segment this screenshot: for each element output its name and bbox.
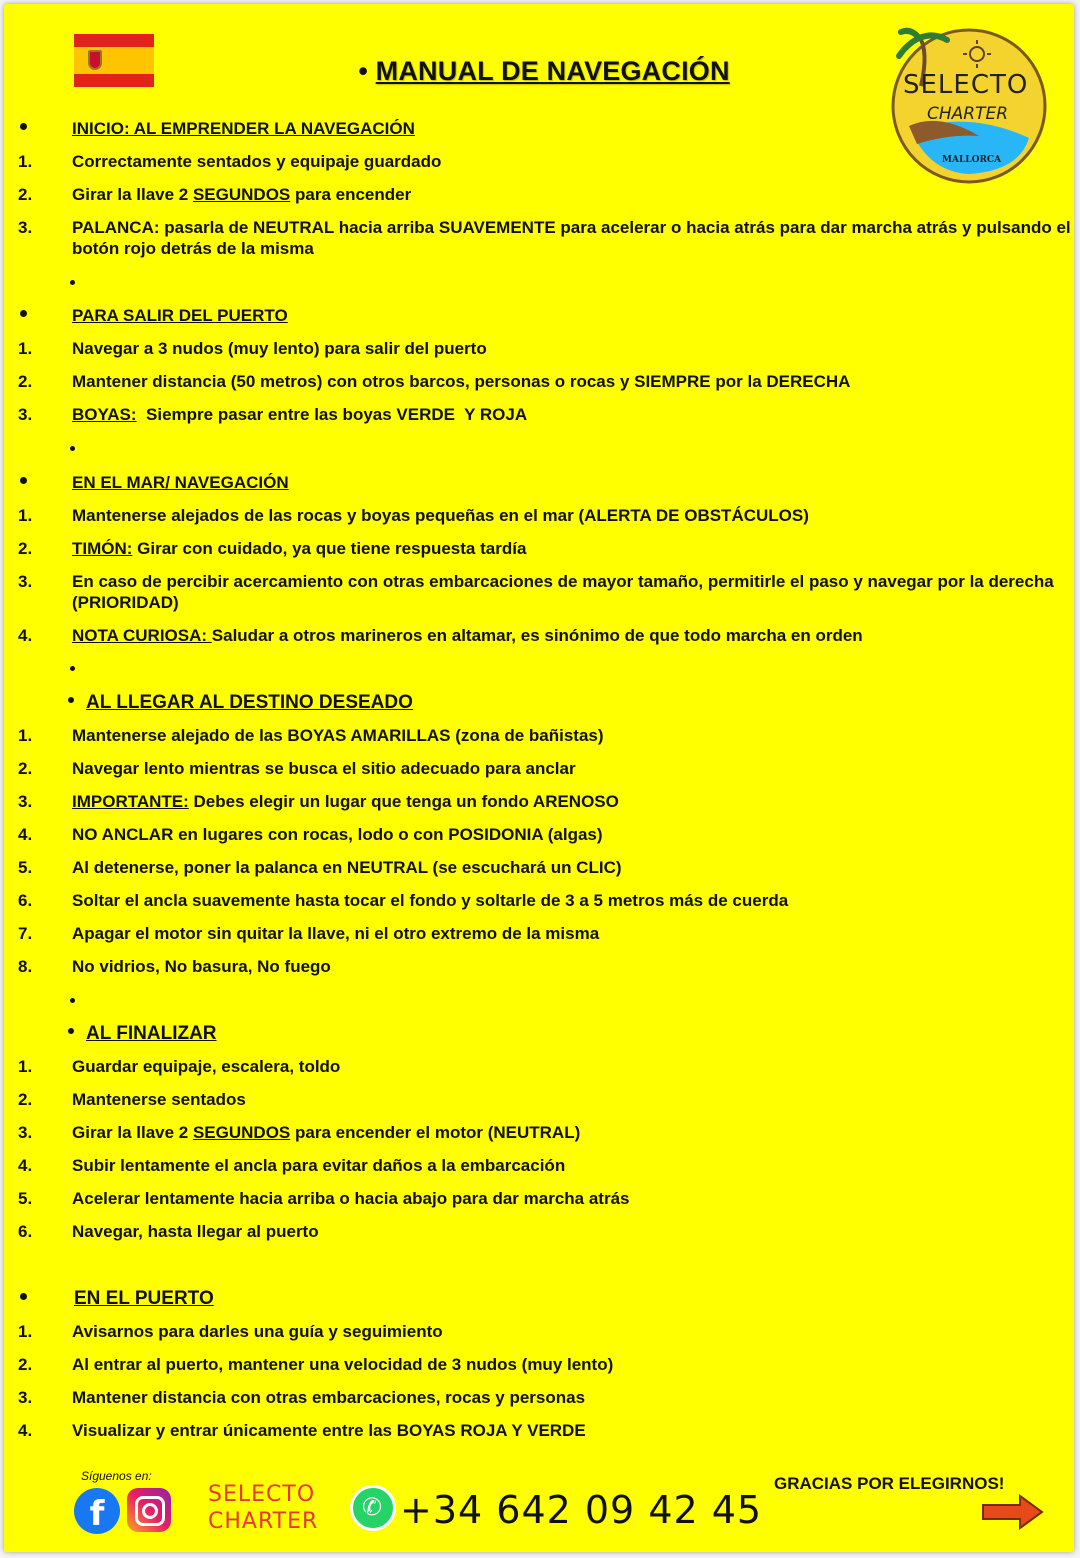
list-item: NO ANCLAR en lugares con rocas, lodo o con POSIDONIA (algas) [72, 825, 603, 844]
empty-bullet [70, 666, 78, 674]
list-item: Subir lentamente el ancla para evitar daños a la embarcación [72, 1156, 566, 1175]
item-number: 4. [18, 1156, 33, 1175]
item-number: 6. [18, 891, 33, 910]
section-bullet [18, 305, 32, 319]
arrow-right-icon [982, 1494, 1044, 1530]
list-item: Avisarnos para darles una guía y seguimiento [72, 1322, 443, 1341]
list-item: Girar la llave 2 SEGUNDOS para encender el motor (NEUTRAL) [72, 1123, 581, 1142]
item-number: 3. [18, 1388, 33, 1407]
list-item: Navegar lento mientras se busca el sitio adecuado para anclar [72, 759, 576, 778]
follow-us-label: Síguenos en: [81, 1469, 152, 1483]
list-item: Al entrar al puerto, mantener una velocidad de 3 nudos (muy lento) [72, 1355, 614, 1374]
section-heading: AL FINALIZAR [68, 1023, 217, 1044]
list-item: NOTA CURIOSA: Saludar a otros marineros en altamar, es sinónimo de que todo marcha en orden [72, 626, 863, 645]
section-heading: AL LLEGAR AL DESTINO DESEADO [68, 692, 413, 713]
list-item: IMPORTANTE: Debes elegir un lugar que tenga un fondo ARENOSO [72, 792, 619, 811]
list-item: Navegar, hasta llegar al puerto [72, 1222, 319, 1241]
item-number: 1. [18, 1322, 33, 1341]
item-number: 2. [18, 1090, 33, 1109]
item-number: 4. [18, 825, 33, 844]
item-number: 3. [18, 218, 33, 237]
list-item: Mantenerse sentados [72, 1090, 246, 1109]
empty-bullet [70, 446, 78, 454]
instagram-icon[interactable] [127, 1488, 171, 1532]
item-number: 1. [18, 726, 33, 745]
list-item: No vidrios, No basura, No fuego [72, 957, 331, 976]
item-number: 1. [18, 339, 33, 358]
section-heading: EN EL PUERTO [74, 1288, 214, 1309]
section-heading: PARA SALIR DEL PUERTO [72, 306, 288, 325]
item-number: 2. [18, 1355, 33, 1374]
item-number: 3. [18, 572, 33, 591]
item-number: 7. [18, 924, 33, 943]
list-item: Mantenerse alejados de las rocas y boyas pequeñas en el mar (ALERTA DE OBSTÁCULOS) [72, 506, 809, 525]
list-item: Navegar a 3 nudos (muy lento) para salir del puerto [72, 339, 487, 358]
item-number: 2. [18, 372, 33, 391]
list-item: Visualizar y entrar únicamente entre las BOYAS ROJA Y VERDE [72, 1421, 586, 1440]
list-item: Mantener distancia con otras embarcaciones, rocas y personas [72, 1388, 586, 1407]
section-bullet [18, 118, 32, 132]
list-item: Al detenerse, poner la palanca en NEUTRAL (se escuchará un CLIC) [72, 858, 622, 877]
list-item: En caso de percibir acercamiento con otras embarcaciones de mayor tamaño, permitirle el paso y navegar por la derecha (PRIORIDAD) [72, 572, 1054, 612]
list-item: Correctamente sentados y equipaje guardado [72, 152, 442, 171]
list-item: BOYAS: Siempre pasar entre las boyas VERDE Y ROJA [72, 405, 528, 424]
thanks-message: GRACIAS POR ELEGIRNOS! [774, 1474, 1005, 1493]
item-number: 1. [18, 152, 33, 171]
brand-name: SELECTO CHARTER [208, 1482, 319, 1534]
section-heading: INICIO: AL EMPRENDER LA NAVEGACIÓN [72, 119, 415, 138]
item-number: 1. [18, 506, 33, 525]
section-heading: EN EL MAR/ NAVEGACIÓN [72, 473, 289, 492]
section-bullet [18, 472, 32, 486]
item-number: 4. [18, 1421, 33, 1440]
list-item: Guardar equipaje, escalera, toldo [72, 1057, 341, 1076]
list-item: Apagar el motor sin quitar la llave, ni el otro extremo de la misma [72, 924, 600, 943]
list-item: Mantener distancia (50 metros) con otros barcos, personas o rocas y SIEMPRE por la DERECHA [72, 372, 851, 391]
item-number: 3. [18, 405, 33, 424]
item-number: 8. [18, 957, 33, 976]
facebook-icon[interactable]: f [74, 1488, 120, 1534]
list-item: Girar la llave 2 SEGUNDOS para encender [72, 185, 412, 204]
item-number: 6. [18, 1222, 33, 1241]
item-number: 1. [18, 1057, 33, 1076]
item-number: 2. [18, 539, 33, 558]
item-number: 3. [18, 1123, 33, 1142]
list-item: Soltar el ancla suavemente hasta tocar el fondo y soltarle de 3 a 5 metros más de cuerda [72, 891, 789, 910]
list-item: Mantenerse alejado de las BOYAS AMARILLAS (zona de bañistas) [72, 726, 604, 745]
empty-bullet [70, 998, 78, 1006]
whatsapp-icon[interactable] [350, 1485, 396, 1531]
item-number: 5. [18, 858, 33, 877]
section-bullet [18, 1288, 32, 1302]
item-number: 4. [18, 626, 33, 645]
empty-bullet [70, 280, 78, 288]
page [4, 4, 1074, 1552]
list-item: Acelerar lentamente hacia arriba o hacia abajo para dar marcha atrás [72, 1189, 630, 1208]
item-number: 3. [18, 792, 33, 811]
item-number: 2. [18, 759, 33, 778]
phone-number[interactable]: +34 642 09 42 45 [400, 1488, 763, 1532]
selecto-charter-logo: SELECTO CHARTER MALLORCA [889, 26, 1049, 186]
list-item: PALANCA: pasarla de NEUTRAL hacia arriba SUAVEMENTE para acelerar o hacia atrás para dar marcha atrás y pulsando el botón rojo detrás de la misma [72, 218, 1071, 258]
item-number: 5. [18, 1189, 33, 1208]
page-title: • MANUAL DE NAVEGACIÓN [358, 56, 730, 86]
item-number: 2. [18, 185, 33, 204]
list-item: TIMÓN: Girar con cuidado, ya que tiene respuesta tardía [72, 539, 527, 558]
